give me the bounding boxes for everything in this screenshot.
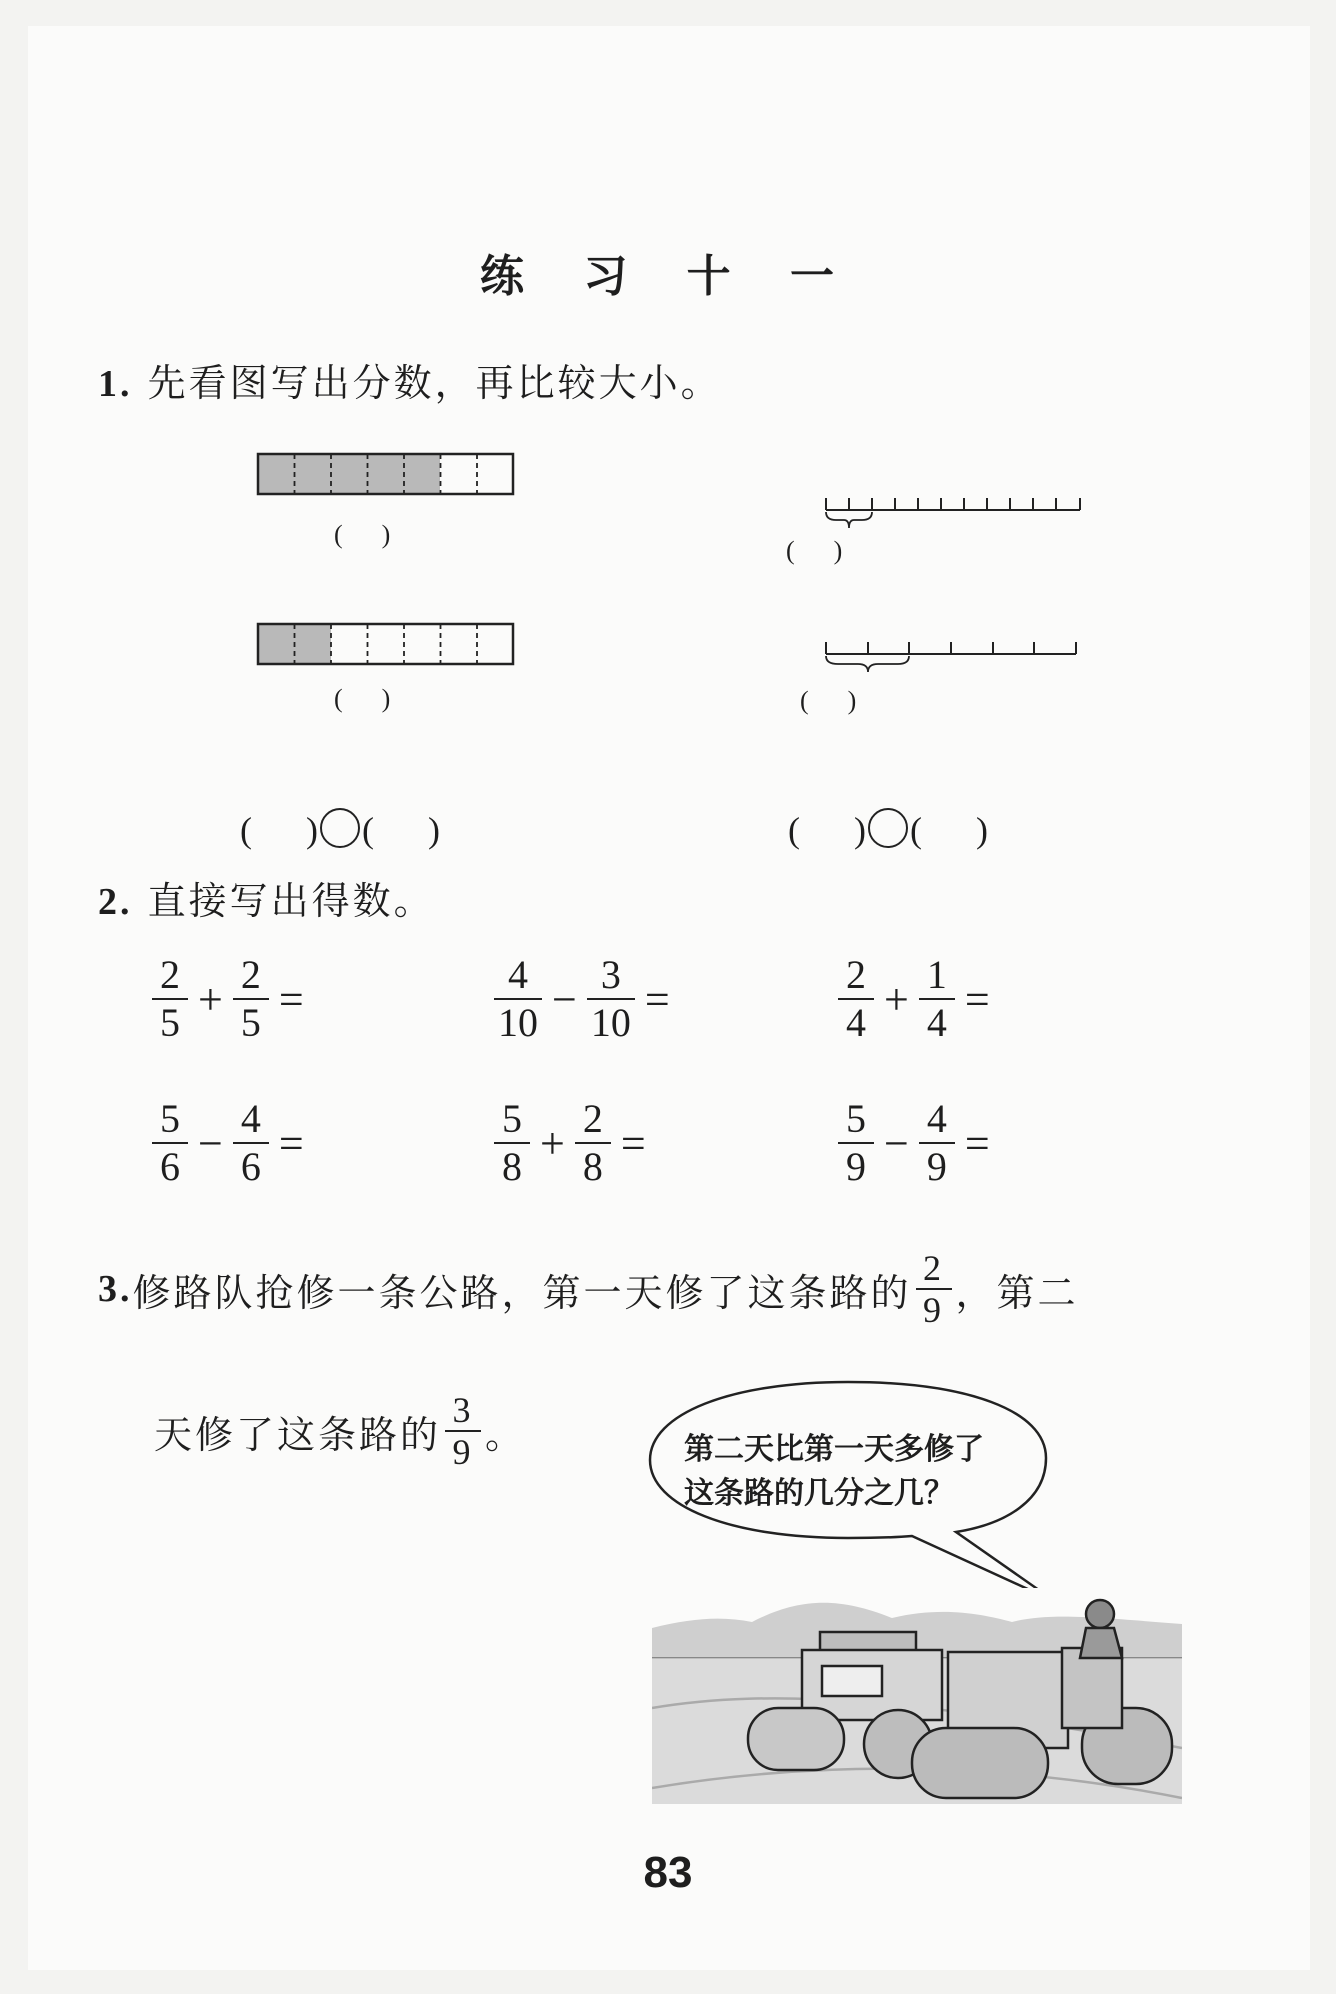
equals-sign: = <box>644 974 670 1024</box>
equals-sign: = <box>278 1118 304 1168</box>
question-3-number: 3. <box>98 1268 133 1310</box>
compare-right-blank-1[interactable]: ( ) <box>788 810 866 850</box>
calc-item[interactable] <box>490 952 676 1046</box>
calc-item[interactable] <box>490 1096 652 1190</box>
fraction-bar-bottom <box>256 620 516 670</box>
question-3-text-d: 。 <box>485 1412 527 1457</box>
compare-circle-left[interactable] <box>320 808 360 848</box>
fraction <box>152 1096 188 1190</box>
denominator: 9 <box>846 1144 866 1189</box>
operator: − <box>198 1118 223 1168</box>
numerator: 4 <box>240 1096 261 1141</box>
numerator: 3 <box>600 952 621 997</box>
question-3-text-c: 天修了这条路的 <box>154 1412 442 1457</box>
denominator: 5 <box>160 1000 180 1045</box>
numerator: 2 <box>846 952 866 997</box>
operator: − <box>884 1118 909 1168</box>
denominator: 8 <box>582 1144 603 1189</box>
question-3-text-a: 修路队抢修一条公路，第一天修了这条路的 <box>132 1270 912 1315</box>
operator: + <box>540 1118 565 1168</box>
operator: − <box>552 974 577 1024</box>
bubble-line-1: 第二天比第一天多修了 <box>684 1432 984 1467</box>
compare-circle-right[interactable] <box>868 808 908 848</box>
question-3-line-2 <box>154 1390 526 1472</box>
fraction <box>838 1096 874 1190</box>
fraction <box>233 1096 269 1190</box>
fraction-2-9 <box>916 1248 952 1330</box>
fraction <box>152 952 188 1046</box>
denominator: 5 <box>240 1000 261 1045</box>
fraction-bar-top <box>256 450 516 500</box>
fraction <box>919 952 955 1046</box>
numerator: 3 <box>452 1390 474 1430</box>
comparison-right[interactable] <box>770 766 988 851</box>
numerator: 4 <box>926 1096 947 1141</box>
denominator: 6 <box>160 1144 180 1189</box>
question-3-text-b: ，第二 <box>955 1270 1079 1315</box>
compare-left-blank-1[interactable]: ( ) <box>240 810 318 850</box>
answer-blank-segment-top[interactable]: ( ) <box>786 536 843 565</box>
question-1-number: 1. <box>98 363 133 405</box>
question-2 <box>98 870 435 925</box>
answer-blank-segment-bottom[interactable]: ( ) <box>800 686 857 715</box>
compare-left-blank-2[interactable]: ( ) <box>361 810 440 850</box>
calc-item[interactable] <box>834 1096 996 1190</box>
fraction-3-9 <box>445 1390 481 1472</box>
numerator: 2 <box>582 1096 603 1141</box>
fraction <box>494 1096 530 1190</box>
numerator: 4 <box>508 952 528 997</box>
equals-sign: = <box>278 974 304 1024</box>
equals-sign: = <box>964 974 990 1024</box>
denominator: 8 <box>502 1144 522 1189</box>
comparison-left[interactable] <box>222 766 440 851</box>
denominator: 4 <box>846 1000 866 1045</box>
compare-right-blank-2[interactable]: ( ) <box>909 810 988 850</box>
calc-item[interactable] <box>834 952 996 1046</box>
denominator: 4 <box>926 1000 947 1045</box>
segment-line-bottom <box>820 636 1090 696</box>
fraction <box>575 1096 611 1190</box>
fraction <box>919 1096 955 1190</box>
denominator: 9 <box>926 1144 947 1189</box>
numerator: 5 <box>846 1096 866 1141</box>
equals-sign: = <box>964 1118 990 1168</box>
page-number: 83 <box>643 1848 693 1897</box>
question-3-line-1 <box>98 1248 1079 1330</box>
answer-blank-bar-bottom[interactable]: ( ) <box>334 684 391 713</box>
calc-item[interactable] <box>148 1096 310 1190</box>
numerator: 2 <box>160 952 180 997</box>
calc-item[interactable] <box>148 952 310 1046</box>
numerator: 1 <box>926 952 947 997</box>
denominator: 9 <box>923 1290 945 1330</box>
denominator: 9 <box>452 1432 474 1472</box>
numerator: 2 <box>240 952 261 997</box>
fraction <box>587 952 635 1046</box>
numerator: 5 <box>502 1096 522 1141</box>
bubble-line-2: 这条路的几分之几？ <box>684 1476 954 1511</box>
answer-blank-bar-top[interactable]: ( ) <box>334 520 391 549</box>
fraction <box>838 952 874 1046</box>
operator: + <box>884 974 909 1024</box>
page-title: 练 习 十 一 <box>480 251 856 302</box>
equals-sign: = <box>620 1118 646 1168</box>
question-2-number: 2. <box>98 881 133 923</box>
denominator: 10 <box>498 1000 538 1045</box>
fraction <box>494 952 542 1046</box>
question-1-prompt: 先看图写出分数，再比较大小。 <box>147 361 722 405</box>
road-roller-illustration <box>652 1588 1182 1804</box>
numerator: 2 <box>923 1248 945 1288</box>
question-2-prompt: 直接写出得数。 <box>147 879 435 923</box>
operator: + <box>198 974 223 1024</box>
denominator: 6 <box>240 1144 261 1189</box>
numerator: 5 <box>160 1096 180 1141</box>
segment-line-top <box>820 490 1090 550</box>
fraction <box>233 952 269 1046</box>
question-1 <box>98 352 722 407</box>
denominator: 10 <box>590 1000 631 1045</box>
